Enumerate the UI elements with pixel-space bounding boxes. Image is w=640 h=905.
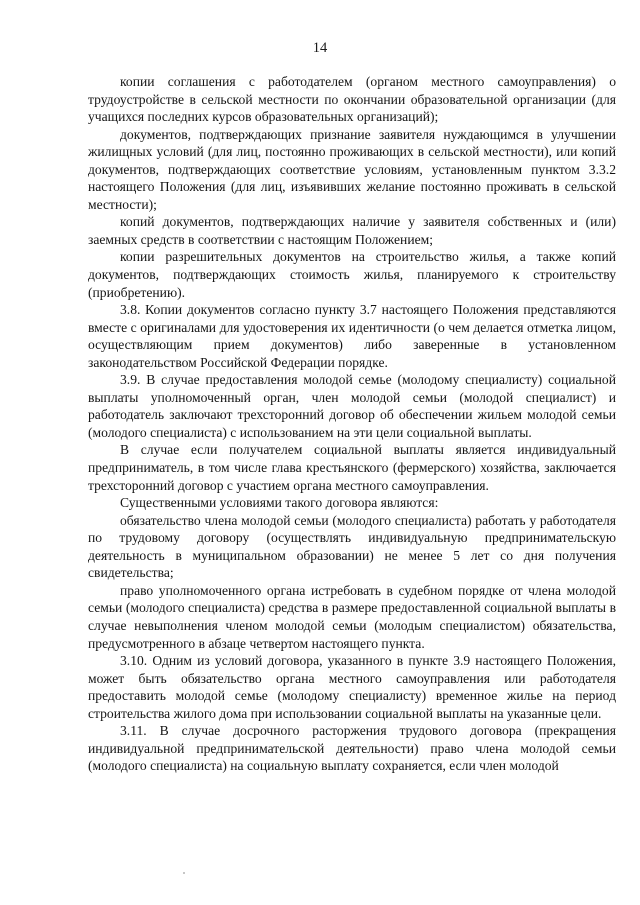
- paragraph-construction-permits: копии разрешительных документов на строительство жилья, а также копий документов, подтверждающих стоимость жилья, планируемого к строительству (приобретению).: [88, 249, 616, 300]
- document-body: [88, 73, 616, 775]
- paragraph-clause-3-10: 3.10. Одним из условий договора, указанного в пункте 3.9 настоящего Положения, может быть обязательство органа местного самоуправления или работодателя предоставить молодой семье (молодому специалисту) временное жилье на период строительства жилого дома при использовании социальной выплаты на указанные цели.: [88, 653, 616, 721]
- scan-speck: [183, 872, 185, 874]
- paragraph-essential-conditions: Существенными условиями такого договора являются:: [120, 495, 439, 511]
- paragraph-clause-3-9: 3.9. В случае предоставления молодой семье (молодому специалисту) социальной выплаты уполномоченный орган, член молодой семьи (молодой специалист) и работодатель заключают трехсторонний договор об обеспечении жильем молодой семьи (молодого специалиста) с использованием на эти цели социальной выплаты.: [88, 372, 616, 440]
- paragraph-clause-3-8: 3.8. Копии документов согласно пункту 3.7 настоящего Положения представляются вместе с оригиналами для удостоверения их идентичности (о чем делается отметка лицом, осуществляющим прием документов) либо заверенные в установленном законодательством Российской Федерации порядке.: [88, 302, 616, 370]
- paragraph-own-funds-documents: копий документов, подтверждающих наличие у заявителя собственных и (или) заемных средств в соответствии с настоящим Положением;: [88, 214, 616, 247]
- paragraph-work-obligation: обязательство члена молодой семьи (молодого специалиста) работать у работодателя по трудовому договору (осуществлять индивидуальную предпринимательскую деятельность в муниципальном образовании) не менее 5 лет со дня получения свидетельства;: [88, 512, 616, 581]
- page-number: 14: [312, 40, 328, 56]
- paragraph-clause-3-11: 3.11. В случае досрочного расторжения трудового договора (прекращения индивидуальной предпринимательской деятельности) право члена молодой семьи (молодого специалиста) на социальную выплату сохраняется, если член молодой: [88, 723, 616, 774]
- paragraph-copies-agreement: копии соглашения с работодателем (органом местного самоуправления) о трудоустройстве в сельской местности по окончании образовательной организации (для учащихся последних курсов образовательных организаций);: [88, 74, 616, 125]
- paragraph-housing-need-documents: документов, подтверждающих признание заявителя нуждающимся в улучшении жилищных условий (для лиц, постоянно проживающих в сельской местности), или копий документов, подтверждающих соответствие условиям, установленным пунктом 3.3.2 настоящего Положения (для лиц, изъявивших желание постоянно проживать в сельской местности);: [88, 126, 616, 212]
- paragraph-right-to-reclaim: право уполномоченного органа истребовать в судебном порядке от члена молодой семьи (молодого специалиста) средства в размере предоставленной социальной выплаты в случае невыполнения членом молодой семьи (молодым специалистом) обязательства, предусмотренного в абзаце четвертом настоящего пункта.: [88, 582, 616, 651]
- paragraph-individual-entrepreneur: В случае если получателем социальной выплаты является индивидуальный предприниматель, в том числе глава крестьянского (фермерского) хозяйства, заключается трехсторонний договор с участием органа местного самоуправления.: [88, 442, 616, 493]
